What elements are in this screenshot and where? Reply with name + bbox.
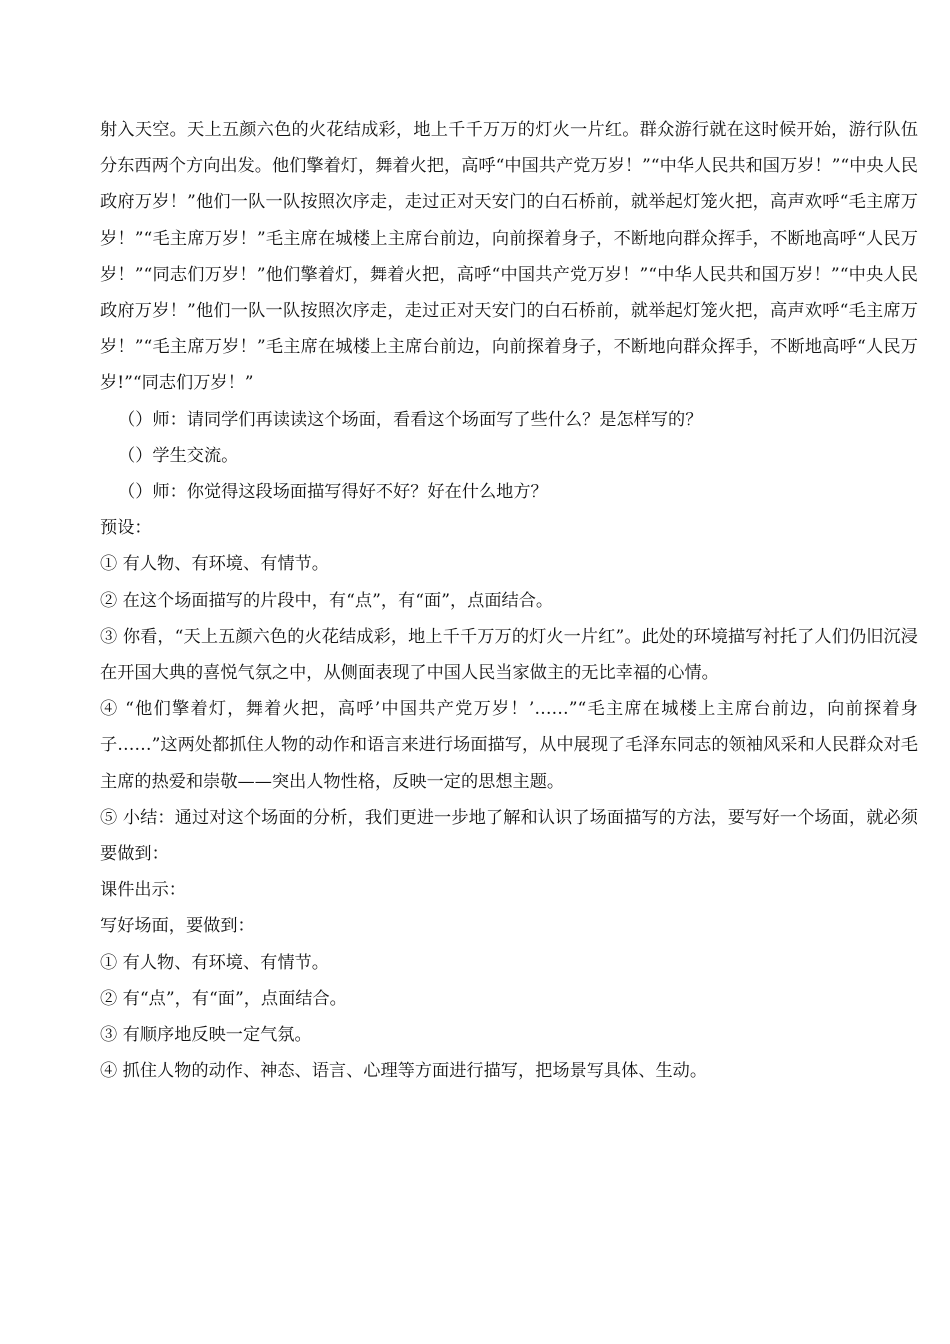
student-discussion: （）学生交流。 [118, 445, 239, 466]
courseware-label: 课件出示： [100, 880, 186, 901]
preset-label: 预设： [100, 518, 152, 539]
summary-item-3: ③ 有顺序地反映一定气氛。 [100, 1025, 312, 1046]
preset-item-2: ② 在这个场面描写的片段中，有“点”，有“面”，点面结合。 [100, 590, 554, 611]
scene-excerpt: 射入天空。天上五颜六色的火花结成彩，地上千千万万的灯火一片红。群众游行就在这时候开始，游行队伍分东西两个方向出发。他们擎着灯，舞着火把，高呼“中国共产党万岁！”“中华人民共和国万岁！”“中央人民政府万岁！”他们一队一队按照次序走，走过正对天安门的白石桥前，就举起灯笼火把，高声欢呼“毛主席万岁！”“毛主席万岁！”毛主席在城楼上主席台前边，向前探着身子，不断地向群众挥手，不断地高呼“人民万岁！”“同志们万岁！”他们擎着灯，舞着火把，高呼“中国共产党万岁！”“中华人民共和国万岁！”“中央人民政府万岁！”他们一队一队按照次序走，走过正对天安门的白石桥前，就举起灯笼火把，高声欢呼“毛主席万岁！”“毛主席万岁！”毛主席在城楼上主席台前边，向前探着身子，不断地向群众挥手，不断地高呼“人民万岁!”“同志们万岁！” [100, 120, 918, 394]
preset-item-4: ④ “他们擎着灯，舞着火把，高呼’中国共产党万岁！’……”“毛主席在城楼上主席台前边，向前探着身子……”这两处都抓住人物的动作和语言来进行场面描写，从中展现了毛泽东同志的领袖风采和人民群众对毛主席的热爱和崇敬——突出人物性格，反映一定的思想主题。 [100, 699, 918, 792]
preset-item-5: ⑤ 小结：通过对这个场面的分析，我们更进一步地了解和认识了场面描写的方法，要写好一个场面，就必须要做到： [100, 807, 918, 865]
summary-title: 写好场面，要做到： [100, 916, 255, 937]
preset-item-3: ③ 你看，“天上五颜六色的火花结成彩，地上千千万万的灯火一片红”。此处的环境描写衬托了人们仍旧沉浸在开国大典的喜悦气氛之中，从侧面表现了中国人民当家做主的无比幸福的心情。 [100, 626, 918, 684]
summary-item-4: ④ 抓住人物的动作、神态、语言、心理等方面进行描写，把场景写具体、生动。 [100, 1061, 708, 1082]
summary-item-2: ② 有“点”，有“面”，点面结合。 [100, 988, 347, 1009]
teacher-question-evaluate: （）师：你觉得这段场面描写得好不好？好在什么地方？ [118, 482, 548, 503]
document-page [100, 112, 918, 1089]
summary-item-1: ① 有人物、有环境、有情节。 [100, 952, 329, 973]
teacher-question-reread: （）师：请同学们再读读这个场面，看看这个场面写了些什么？是怎样写的？ [118, 409, 703, 430]
preset-item-1: ① 有人物、有环境、有情节。 [100, 554, 329, 575]
